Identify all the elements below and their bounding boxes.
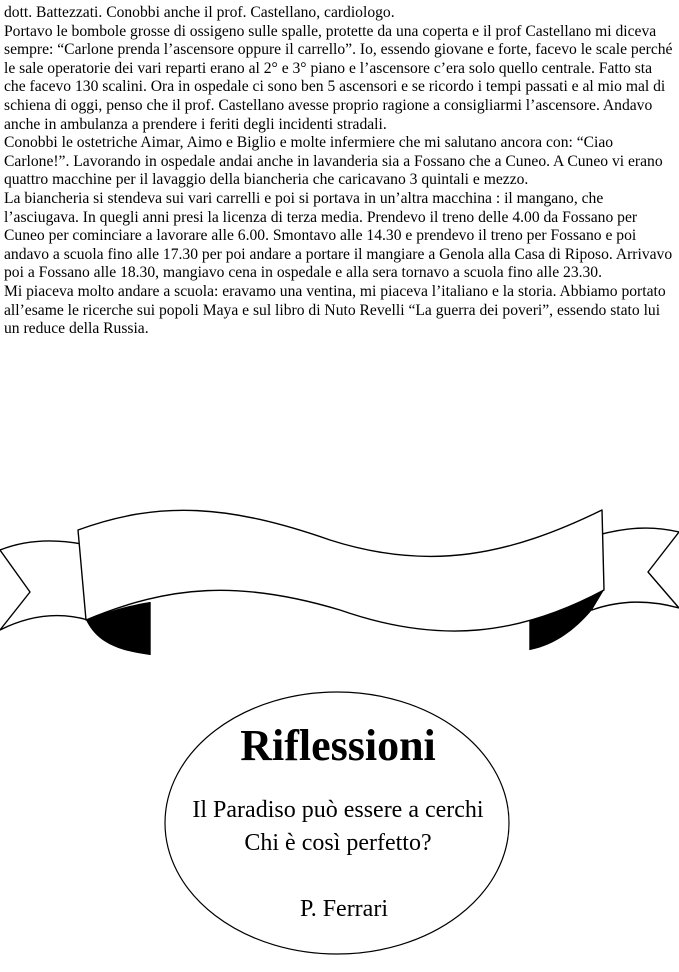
reflection-author: P. Ferrari bbox=[300, 896, 388, 922]
ribbon-banner bbox=[0, 500, 679, 660]
reflection-title: Riflessioni bbox=[240, 721, 436, 770]
reflection-verse bbox=[155, 794, 521, 860]
ribbon-right-tail bbox=[592, 528, 679, 610]
ribbon-body bbox=[78, 510, 604, 631]
paragraph: Mi piaceva molto andare a scuola: eravamo una ventina, mi piaceva l’italiano e la storia. Abbiamo portato all’esame le ricerche sui popoli Maya e sul libro di Nuto Revelli “La guerra dei poveri”, essendo stato lui un reduce della Russia. bbox=[4, 282, 666, 338]
paragraph: Conobbi le ostetriche Aimar, Aimo e Biglio e molte infermiere che mi salutano ancora con: “Ciao Carlone!”. Lavorando in ospedale andai anche in lavanderia sia a Fossano che a Cuneo. A Cuneo vi erano quattro macchine per il lavaggio della biancheria che caricavano 3 quintali e mezzo. bbox=[4, 134, 663, 189]
ribbon-left-tail bbox=[0, 541, 88, 630]
paragraph: La biancheria si stendeva sui vari carrelli e poi si portava in un’altra macchina : il mangano, che l’asciugava. In quegli anni presi la licenza di terza media. Prendevo il treno delle 4.00 da Fossano per Cuneo per cominciare a lavorare alle 6.00. Smontavo alle 14.30 e prendevo il treno per Fossano e poi andavo a scuola fino alle 17.30 per poi andare a portare il mangiare a Genola alla Casa di Riposo. Arrivavo poi a Fossano alle 18.30, mangiavo cena in ospedale e alla sera tornavo a scuola fino alle 23.30. bbox=[4, 189, 673, 282]
verse-line: Il Paradiso può essere a cerchi bbox=[192, 797, 484, 823]
article-text bbox=[4, 4, 676, 339]
paragraph: dott. Battezzati. Conobbi anche il prof. Castellano, cardiologo. bbox=[4, 4, 395, 21]
paragraph: Portavo le bombole grosse di ossigeno sulle spalle, protette da una coperta e il prof Castellano mi diceva sempre: “Carlone prenda l’ascensore oppure il carrello”. Io, essendo giovane e forte, facevo le scale perché le sale operatorie dei vari reparti erano al 2° e 3° piano e l’ascensore c’era solo quello centrale. Fatto sta che facevo 130 scalini. Ora in ospedale ci sono ben 5 ascensori e se ricordo i tempi passati e al mio mal di schiena di oggi, penso che il prof. Castellano avesse proprio ragione a consigliarmi l’ascensore. Andavo anche in ambulanza a prendere i feriti degli incidenti stradali. bbox=[4, 22, 673, 133]
verse-line: Chi è così perfetto? bbox=[244, 830, 432, 856]
